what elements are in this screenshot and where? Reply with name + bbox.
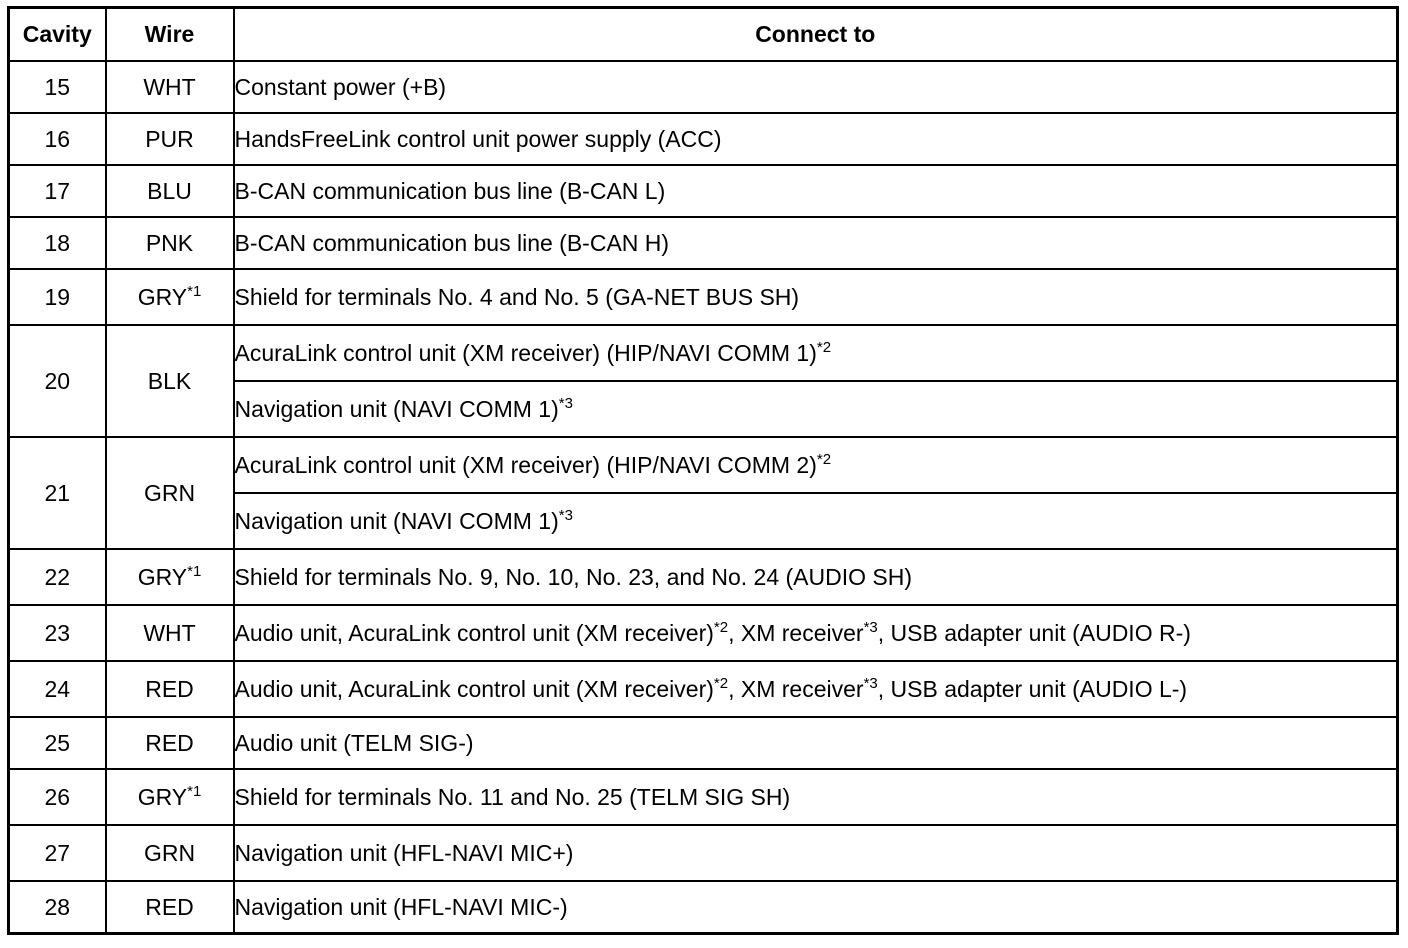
table-row [9, 113, 1398, 165]
cavity-cell: 25 [9, 717, 106, 769]
table-row [9, 825, 1398, 881]
table-row [9, 165, 1398, 217]
wire-cell [106, 61, 234, 113]
cavity-cell: 18 [9, 217, 106, 269]
connect-to-cell [234, 769, 1398, 825]
footnote-marker: *2 [816, 450, 832, 468]
wire-cell [106, 269, 234, 325]
wire-cell [106, 165, 234, 217]
wire-cell [106, 605, 234, 661]
header-row [9, 8, 1398, 62]
wire-cell [106, 217, 234, 269]
footnote-marker: *2 [816, 338, 832, 356]
wire-color: GRY [137, 283, 188, 310]
cavity-cell: 20 [9, 325, 106, 437]
connect-to-cell [234, 165, 1398, 217]
connect-to-cell [234, 493, 1398, 549]
cavity-cell: 26 [9, 769, 106, 825]
cavity-cell: 21 [9, 437, 106, 549]
connect-text: Navigation unit (HFL-NAVI MIC-) [234, 893, 568, 920]
connect-text: , USB adapter unit (AUDIO L-) [877, 675, 1188, 702]
wire-color: GRN [143, 839, 196, 866]
wire-cell [106, 717, 234, 769]
table-row [9, 605, 1398, 661]
wire-color: PUR [145, 125, 194, 152]
connect-text: Audio unit, AcuraLink control unit (XM receiver) [234, 619, 714, 646]
wire-footnote: *1 [187, 282, 202, 300]
connect-to-cell [234, 661, 1398, 717]
cavity-cell: 16 [9, 113, 106, 165]
connect-text: Shield for terminals No. 9, No. 10, No. 23, and No. 24 (AUDIO SH) [234, 563, 913, 590]
table-row [9, 661, 1398, 717]
connect-text: Constant power (+B) [234, 73, 447, 100]
connect-text: AcuraLink control unit (XM receiver) (HIP/NAVI COMM 2) [234, 451, 817, 478]
header-connect-to: Connect to [234, 8, 1398, 62]
connect-to-cell [234, 217, 1398, 269]
wire-cell [106, 325, 234, 437]
connect-to-cell [234, 113, 1398, 165]
connect-to-cell [234, 717, 1398, 769]
connect-to-cell [234, 269, 1398, 325]
connect-text: Navigation unit (NAVI COMM 1) [234, 507, 559, 534]
table-row [9, 325, 1398, 381]
cavity-cell: 23 [9, 605, 106, 661]
wire-color: GRN [143, 479, 196, 506]
connect-to-cell [234, 61, 1398, 113]
wire-color: RED [145, 729, 194, 756]
connect-text: Audio unit (TELM SIG-) [234, 729, 474, 756]
wire-cell [106, 113, 234, 165]
table-row [9, 717, 1398, 769]
table-row [9, 549, 1398, 605]
wire-cell [106, 769, 234, 825]
header-cavity: Cavity [9, 8, 106, 62]
table-row [9, 217, 1398, 269]
connect-text: AcuraLink control unit (XM receiver) (HIP/NAVI COMM 1) [234, 339, 817, 366]
connect-text: B-CAN communication bus line (B-CAN H) [234, 229, 670, 256]
wire-color: BLK [147, 367, 192, 394]
wire-color: WHT [143, 73, 196, 100]
footnote-marker: *2 [713, 674, 729, 692]
wire-color: GRY [137, 783, 188, 810]
connect-text: HandsFreeLink control unit power supply (ACC) [234, 125, 722, 152]
wire-cell [106, 661, 234, 717]
wire-color: GRY [137, 563, 188, 590]
connect-text: Audio unit, AcuraLink control unit (XM receiver) [234, 675, 714, 702]
connect-text: Shield for terminals No. 4 and No. 5 (GA-NET BUS SH) [234, 283, 800, 310]
cavity-cell: 24 [9, 661, 106, 717]
wire-color: BLU [147, 177, 192, 204]
footnote-marker: *3 [558, 394, 573, 412]
footnote-marker: *3 [558, 506, 573, 524]
wire-cell [106, 437, 234, 549]
table-row [9, 881, 1398, 934]
table-row [9, 269, 1398, 325]
wire-footnote: *1 [187, 782, 202, 800]
cavity-cell: 28 [9, 881, 106, 934]
cavity-cell: 19 [9, 269, 106, 325]
connect-text: B-CAN communication bus line (B-CAN L) [234, 177, 666, 204]
connect-text: , XM receiver [728, 675, 864, 702]
cavity-cell: 27 [9, 825, 106, 881]
connect-text: Navigation unit (HFL-NAVI MIC+) [234, 839, 574, 866]
cavity-cell: 22 [9, 549, 106, 605]
wire-color: PNK [145, 229, 194, 256]
connector-pinout-table [7, 6, 1399, 935]
connect-text: Navigation unit (NAVI COMM 1) [234, 395, 559, 422]
wire-cell [106, 825, 234, 881]
footnote-marker: *3 [863, 618, 878, 636]
connect-to-cell [234, 437, 1398, 493]
footnote-marker: *3 [863, 674, 878, 692]
table-row [9, 437, 1398, 493]
wire-color: WHT [143, 619, 196, 646]
table-body [9, 61, 1398, 934]
connect-to-cell [234, 605, 1398, 661]
cavity-cell: 15 [9, 61, 106, 113]
wire-color: RED [145, 893, 194, 920]
wire-cell [106, 881, 234, 934]
connect-to-cell [234, 381, 1398, 437]
connect-text: , USB adapter unit (AUDIO R-) [877, 619, 1191, 646]
connect-to-cell [234, 325, 1398, 381]
connect-to-cell [234, 549, 1398, 605]
connect-text: , XM receiver [728, 619, 864, 646]
cavity-cell: 17 [9, 165, 106, 217]
connect-to-cell [234, 881, 1398, 934]
table-row [9, 769, 1398, 825]
footnote-marker: *2 [713, 618, 729, 636]
connect-to-cell [234, 825, 1398, 881]
wire-color: RED [145, 675, 194, 702]
connect-text: Shield for terminals No. 11 and No. 25 (TELM SIG SH) [234, 783, 791, 810]
wire-footnote: *1 [187, 562, 202, 580]
header-wire: Wire [106, 8, 234, 62]
wire-cell [106, 549, 234, 605]
table-row [9, 61, 1398, 113]
